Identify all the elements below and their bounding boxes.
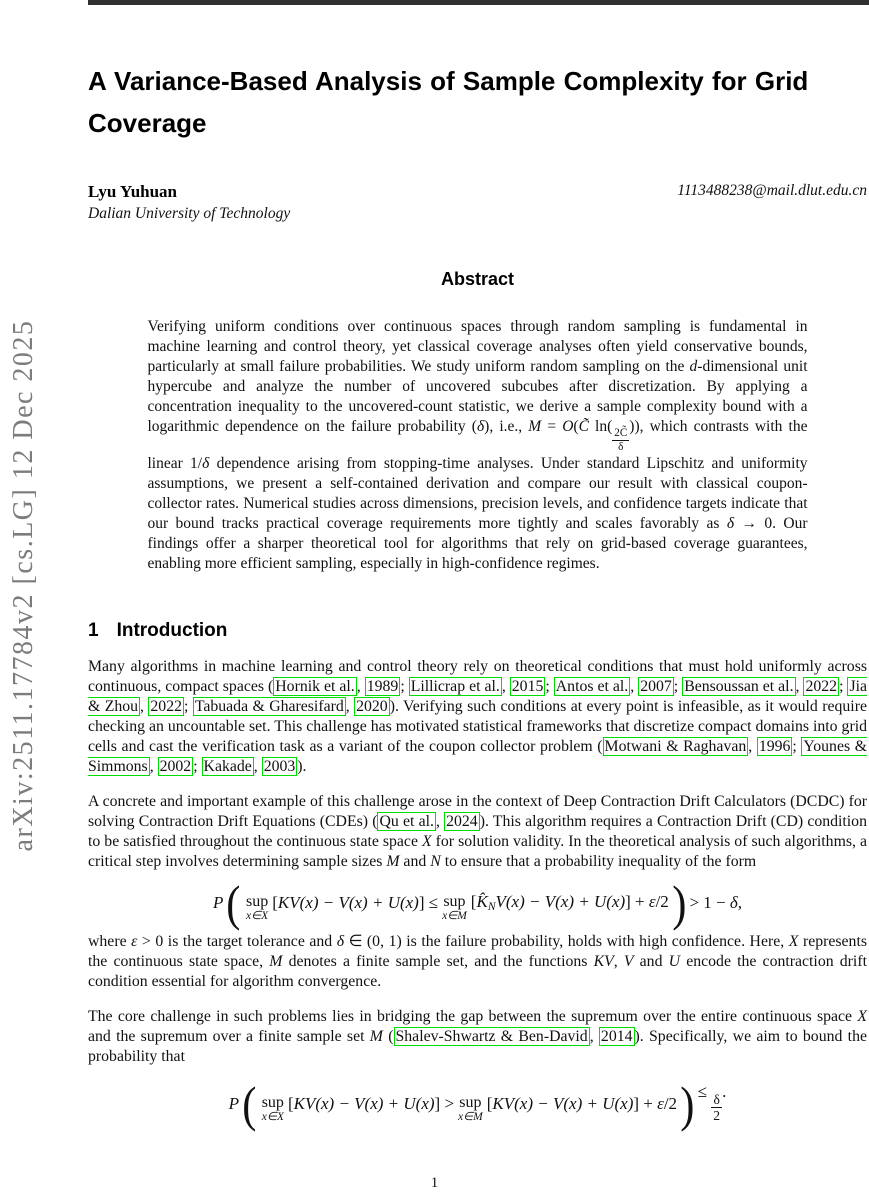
page-content [88,0,867,1138]
citation-link[interactable]: Kakade [203,757,252,775]
text-run: for solution validity. In the theoretical analysis of such algorithms, a critical step involves determining sample sizes [88,832,867,870]
math-italic-run: KV(x) − V(x) + U(x) [293,1094,435,1114]
math-segment [272,894,438,911]
sup-operator: sup x∈M [442,892,467,922]
text-run: , [589,1028,599,1046]
sup-operator: sup x∈X [261,1093,284,1123]
text-run: , [795,677,804,695]
text-run: -dimensional unit hypercube and analyze the number of uncovered subcubes after discretization. By applying a concentration inequality to the uncovered-count statistic, we derive a sample complexity bound with a logarithmic dependence on the failure probability ( [147,358,808,435]
text-run: ). This algorithm requires a Contraction Drift (CD) condition to be satisfied throughout the continuous state space [88,812,867,850]
intro-paragraph-2 [88,792,867,872]
text-run: ; [545,677,554,695]
text-run: → 0. Our findings offer a sharper theoretical tool for algorithms that rely on grid-based coverage guarantees, enabling more efficient sampling, especially in high-confidence regimes. [147,514,808,572]
citation-link[interactable]: Shalev-Shwartz & Ben-David [395,1028,588,1046]
math-segment [288,1095,454,1112]
citation-link[interactable]: 1989 [366,677,399,695]
text-run: , [435,812,445,830]
math-tail [689,894,742,911]
text-run: ; [193,757,202,775]
citation-link[interactable]: 2007 [640,677,672,695]
text-run: /2 [655,891,669,911]
math-segment [487,1095,677,1112]
math-italic-run: X [788,933,799,951]
text-run: , [501,677,510,695]
math-italic-run: M [528,418,542,435]
text-run: ] + [625,891,649,911]
text-run: A concrete and important example of this challenge arose in the context of Deep Contraction Drift Calculators (DCDC) for solving Contraction Drift Equations (CDEs) ( [88,792,867,830]
text-run: , [253,757,262,775]
text-run: ). Verifying such conditions at every point is infeasible, as it would require checking an uncountable set. This challenge has motivated statistical frameworks that discretize compact domains into grid cells and cast the verification task as a variant of the coupon collector problem ( [88,697,867,755]
text-run: where [88,933,132,951]
citation-link[interactable]: 2024 [446,812,478,830]
citation-link[interactable]: Jia & Zhou [88,677,868,715]
text-run: > 1 − [689,893,730,913]
math-probability-symbol: P [228,1094,240,1114]
text-run: [ [470,891,477,911]
math-italic-run: M [269,953,283,971]
author-email[interactable]: 1113488238@mail.dlut.edu.cn [677,182,867,199]
citation-link[interactable]: 2022 [805,677,838,695]
math-italic-run: δ [726,514,735,532]
text-run: [ [272,893,278,913]
citation-link[interactable]: Tabuada & Gharesifard [194,697,344,715]
citation-link[interactable]: Motwani & Raghavan [604,737,747,755]
citation-link[interactable]: Hornik et al. [275,677,355,695]
citation-link[interactable]: Qu et al. [379,812,434,830]
citation-link[interactable]: 1996 [758,737,791,755]
inline-fraction: $\frac{2C̃}{\delta}$ [614,427,628,453]
text-run: The core challenge in such problems lies in bridging the gap between the supremum over the entire continuous space [88,1008,858,1026]
text-run: , [748,737,757,755]
text-run: and the supremum over a finite sample set [88,1028,370,1046]
text-run: ( [573,418,579,435]
math-italic-run: δ [336,933,345,951]
math-segment [471,893,669,912]
text-run: ≤ [697,1082,712,1102]
citation-link[interactable]: Lillicrap et al. [410,677,500,695]
inline-fraction: $\frac{\delta}{2}$ [713,1091,721,1124]
math-italic-run: δ [476,418,485,435]
equation-2: P ( sup x∈X [KV(x) − V(x) + U(x)] > sup x∈M [KV(x) − V(x) + U(x)] + ε/2 ) ≤ $\frac{\delta}{2}$ . [228,1075,727,1132]
math-italic-run: X [857,1008,867,1026]
text-run: ). Specifically, we aim to bound the probability that [88,1028,867,1066]
math-italic-run: ε [657,1094,664,1114]
text-run: ; [400,677,409,695]
citation-link[interactable]: Younes & Simmons [88,737,867,775]
math-italic-run: ε [131,933,138,951]
text-run: [ [287,1094,294,1114]
section-number: 1 [88,619,99,641]
author-name: Lyu Yuhuan [88,182,178,201]
section-heading-introduction [88,620,867,642]
citation-link[interactable]: 2002 [159,757,192,775]
text-run: , [140,697,149,715]
citation-link[interactable]: 2003 [263,757,296,775]
math-tail [698,1083,727,1123]
intro-paragraph-where [88,932,867,992]
paper-title: A Variance-Based Analysis of Sample Complexity for Grid Coverage [88,66,809,138]
citation-link[interactable]: 2015 [511,677,544,695]
author-affiliation: Dalian University of Technology [88,205,291,222]
text-run: ; [184,697,193,715]
text-run: ), i.e., [484,418,529,435]
text-run: Many algorithms in machine learning and control theory rely on theoretical conditions that must hold uniformly across continuous, compact spaces ( [88,657,867,695]
text-run: denotes a finite sample set, and the functions [282,953,594,971]
text-run: and [633,953,669,971]
text-run: ; [673,677,683,695]
text-run: , [345,697,355,715]
math-italic-run: M [369,1028,383,1046]
text-run: ] + [633,1094,658,1114]
text-run: ] ≤ [418,893,439,913]
text-run: to ensure that a probability inequality of the form [440,852,757,870]
text-run: /2 [663,1094,678,1114]
text-run: , [613,953,624,971]
math-italic-run: ε [648,891,656,911]
text-run: , [149,757,158,775]
text-run: represents the continuous state space, [88,933,867,971]
math-italic-run: KV(x) − V(x) + U(x) [277,893,419,913]
arxiv-watermark: arXiv:2511.17784v2 [cs.LG] 12 Dec 2025 [8,319,39,852]
equation-1: P ( sup x∈X [KV(x) − V(x) + U(x)] ≤ sup x∈M [K̂NV(x) − V(x) + U(x)] + ε/2 ) > 1 − δ, [212,874,743,931]
intro-paragraph-3 [88,1007,867,1067]
text-run: ∈ (0, 1) is the failure probability, holds with high confidence. Here, [344,933,789,951]
text-run: ; [792,737,802,755]
math-italic-run: O [562,418,574,435]
math-italic-run: M [386,852,400,870]
author-block [88,182,867,223]
abstract-heading: Abstract [440,269,515,289]
text-run: ( [382,1028,394,1046]
math-italic-run: K̂ [476,891,488,911]
math-italic-run: d [689,358,698,375]
sup-operator: sup x∈X [246,892,269,922]
intro-paragraph-1 [88,657,867,777]
math-italic-run: δ [729,893,738,913]
math-italic-run: V(x) − V(x) + U(x) [495,891,626,911]
citation-link[interactable]: Antos et al. [555,677,629,695]
math-italic-run: V [623,953,634,971]
citation-link[interactable]: 2020 [356,697,388,715]
page-number: 1 [430,1175,439,1191]
text-run: dependence arising from stopping-time analyses. Under standard Lipschitz and uniformity assumptions, we present a self-contained derivation and compare our result with classical coupon-collector rates. Numerical studies across dimensions, precision levels, and confidence targets indicate that our bound tracks practical coverage requirements more tightly and scales favorably as [147,454,808,532]
citation-link[interactable]: Bensoussan et al. [684,677,794,695]
citation-link[interactable]: 2022 [150,697,182,715]
text-run: , [630,677,639,695]
section-title: Introduction [116,619,228,641]
text-run: > 0 is the target tolerance and [137,933,337,951]
math-italic-run: U [668,953,681,971]
math-italic-run: KV [593,953,614,971]
text-run: [ [486,1094,493,1114]
math-italic-run: X [421,832,432,850]
text-run: Verifying uniform conditions over continuous spaces through random sampling is fundamental in machine learning and control theory, yet classical coverage analyses often yield conservative bounds, particularly at small failure probabilities. We study uniform random sampling on the [147,318,808,375]
text-run: , [737,893,743,913]
abstract-paragraph [148,317,808,574]
text-run: = [541,418,563,435]
text-run: ; [839,677,848,695]
text-run: ln( [588,418,613,435]
text-run: )), which contrasts with the linear 1/ [147,418,808,472]
math-probability-symbol: P [212,893,224,913]
math-italic-run: N [430,852,441,870]
text-run: . [722,1082,727,1102]
citation-link[interactable]: 2014 [600,1028,633,1046]
text-run: , [356,677,365,695]
text-run: and [399,852,431,870]
math-italic-run: KV(x) − V(x) + U(x) [492,1094,634,1114]
text-run: encode the contraction drift condition essential for algorithm convergence. [88,953,867,991]
math-italic-run: C̃ [578,418,589,435]
math-italic-run: δ [202,454,210,472]
text-run: ] > [434,1094,455,1114]
text-run: ). [297,757,307,775]
subscript-run: N [487,899,496,913]
sup-operator: sup x∈M [458,1093,483,1123]
author-info [88,182,290,223]
